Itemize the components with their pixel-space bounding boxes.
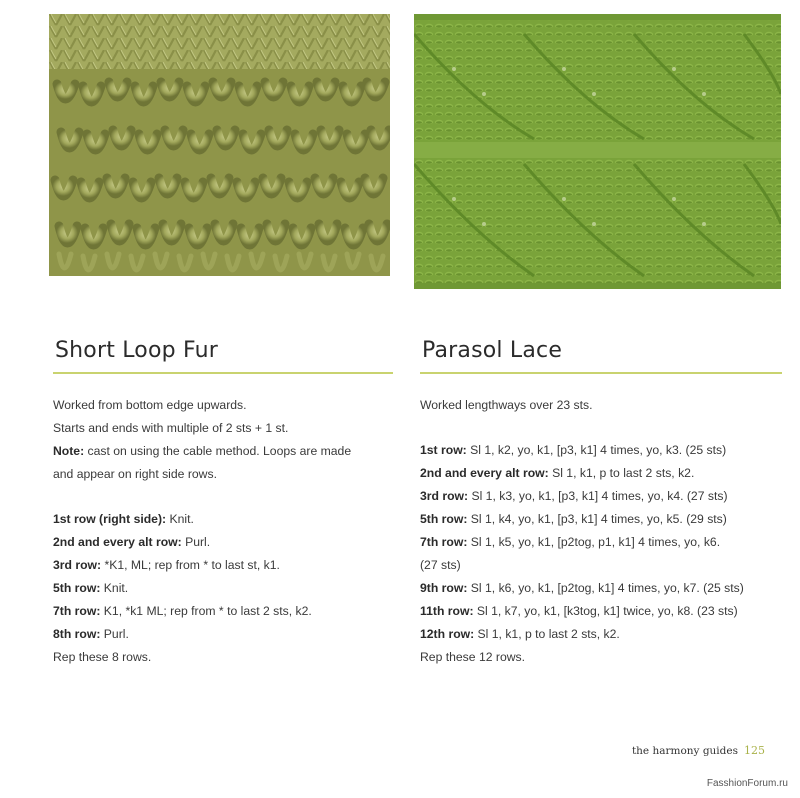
instruction-row: 11th row: Sl 1, k7, yo, k1, [k3tog, k1] twice, yo, k8. (23 sts) [420,604,738,618]
short-loop-fur-section [53,338,393,669]
instruction-row: 1st row (right side): Knit. [53,512,194,526]
watermark: FasshionForum.ru [706,778,788,789]
instruction-row: 12th row: Sl 1, k1, p to last 2 sts, k2. [420,627,620,641]
instruction-row: 1st row: Sl 1, k2, yo, k1, [p3, k1] 4 times, yo, k3. (25 sts) [420,443,727,457]
note-label: Note: [53,444,85,458]
instruction-row: 3rd row: *K1, ML; rep from * to last st, k1. [53,558,280,572]
instruction-row: 2nd and every alt row: Sl 1, k1, p to last 2 sts, k2. [420,466,695,480]
note-text: cast on using the cable method. Loops are made [84,444,352,458]
instruction-row: 3rd row: Sl 1, k3, yo, k1, [p3, k1] 4 times, yo, k4. (27 sts) [420,489,728,503]
note-line [53,440,393,463]
instruction-row: 2nd and every alt row: Purl. [53,535,211,549]
section-title: Short Loop Fur [55,338,219,363]
intro-line: Starts and ends with multiple of 2 sts + 1 st. [53,421,289,435]
intro-line: Worked from bottom edge upwards. [53,398,247,412]
repeat-line: Rep these 8 rows. [53,650,152,664]
parasol-lace-swatch-image [414,14,781,289]
parasol-lace-section [420,338,782,669]
book-title: the harmony guides [631,745,738,757]
instruction-row: 9th row: Sl 1, k6, yo, k1, [p2tog, k1] 4 times, yo, k7. (25 sts) [420,581,744,595]
repeat-line: Rep these 12 rows. [420,650,526,664]
note-line: and appear on right side rows. [53,467,217,481]
instruction-row: (27 sts) [420,558,461,572]
page-footer [632,744,765,757]
instruction-row: 8th row: Purl. [53,627,129,641]
title-rule [420,372,782,374]
instruction-row: 5th row: Knit. [53,581,129,595]
page-number: 125 [744,744,765,757]
section-title: Parasol Lace [422,338,563,363]
instruction-row: 7th row: K1, *k1 ML; rep from * to last 2 sts, k2. [53,604,312,618]
short-loop-fur-swatch-image [49,14,390,303]
title-rule [53,372,393,374]
instruction-row: 5th row: Sl 1, k4, yo, k1, [p3, k1] 4 times, yo, k5. (29 sts) [420,512,727,526]
intro-line: Worked lengthways over 23 sts. [420,398,593,412]
instruction-row: 7th row: Sl 1, k5, yo, k1, [p2tog, p1, k1] 4 times, yo, k6. [420,535,721,549]
